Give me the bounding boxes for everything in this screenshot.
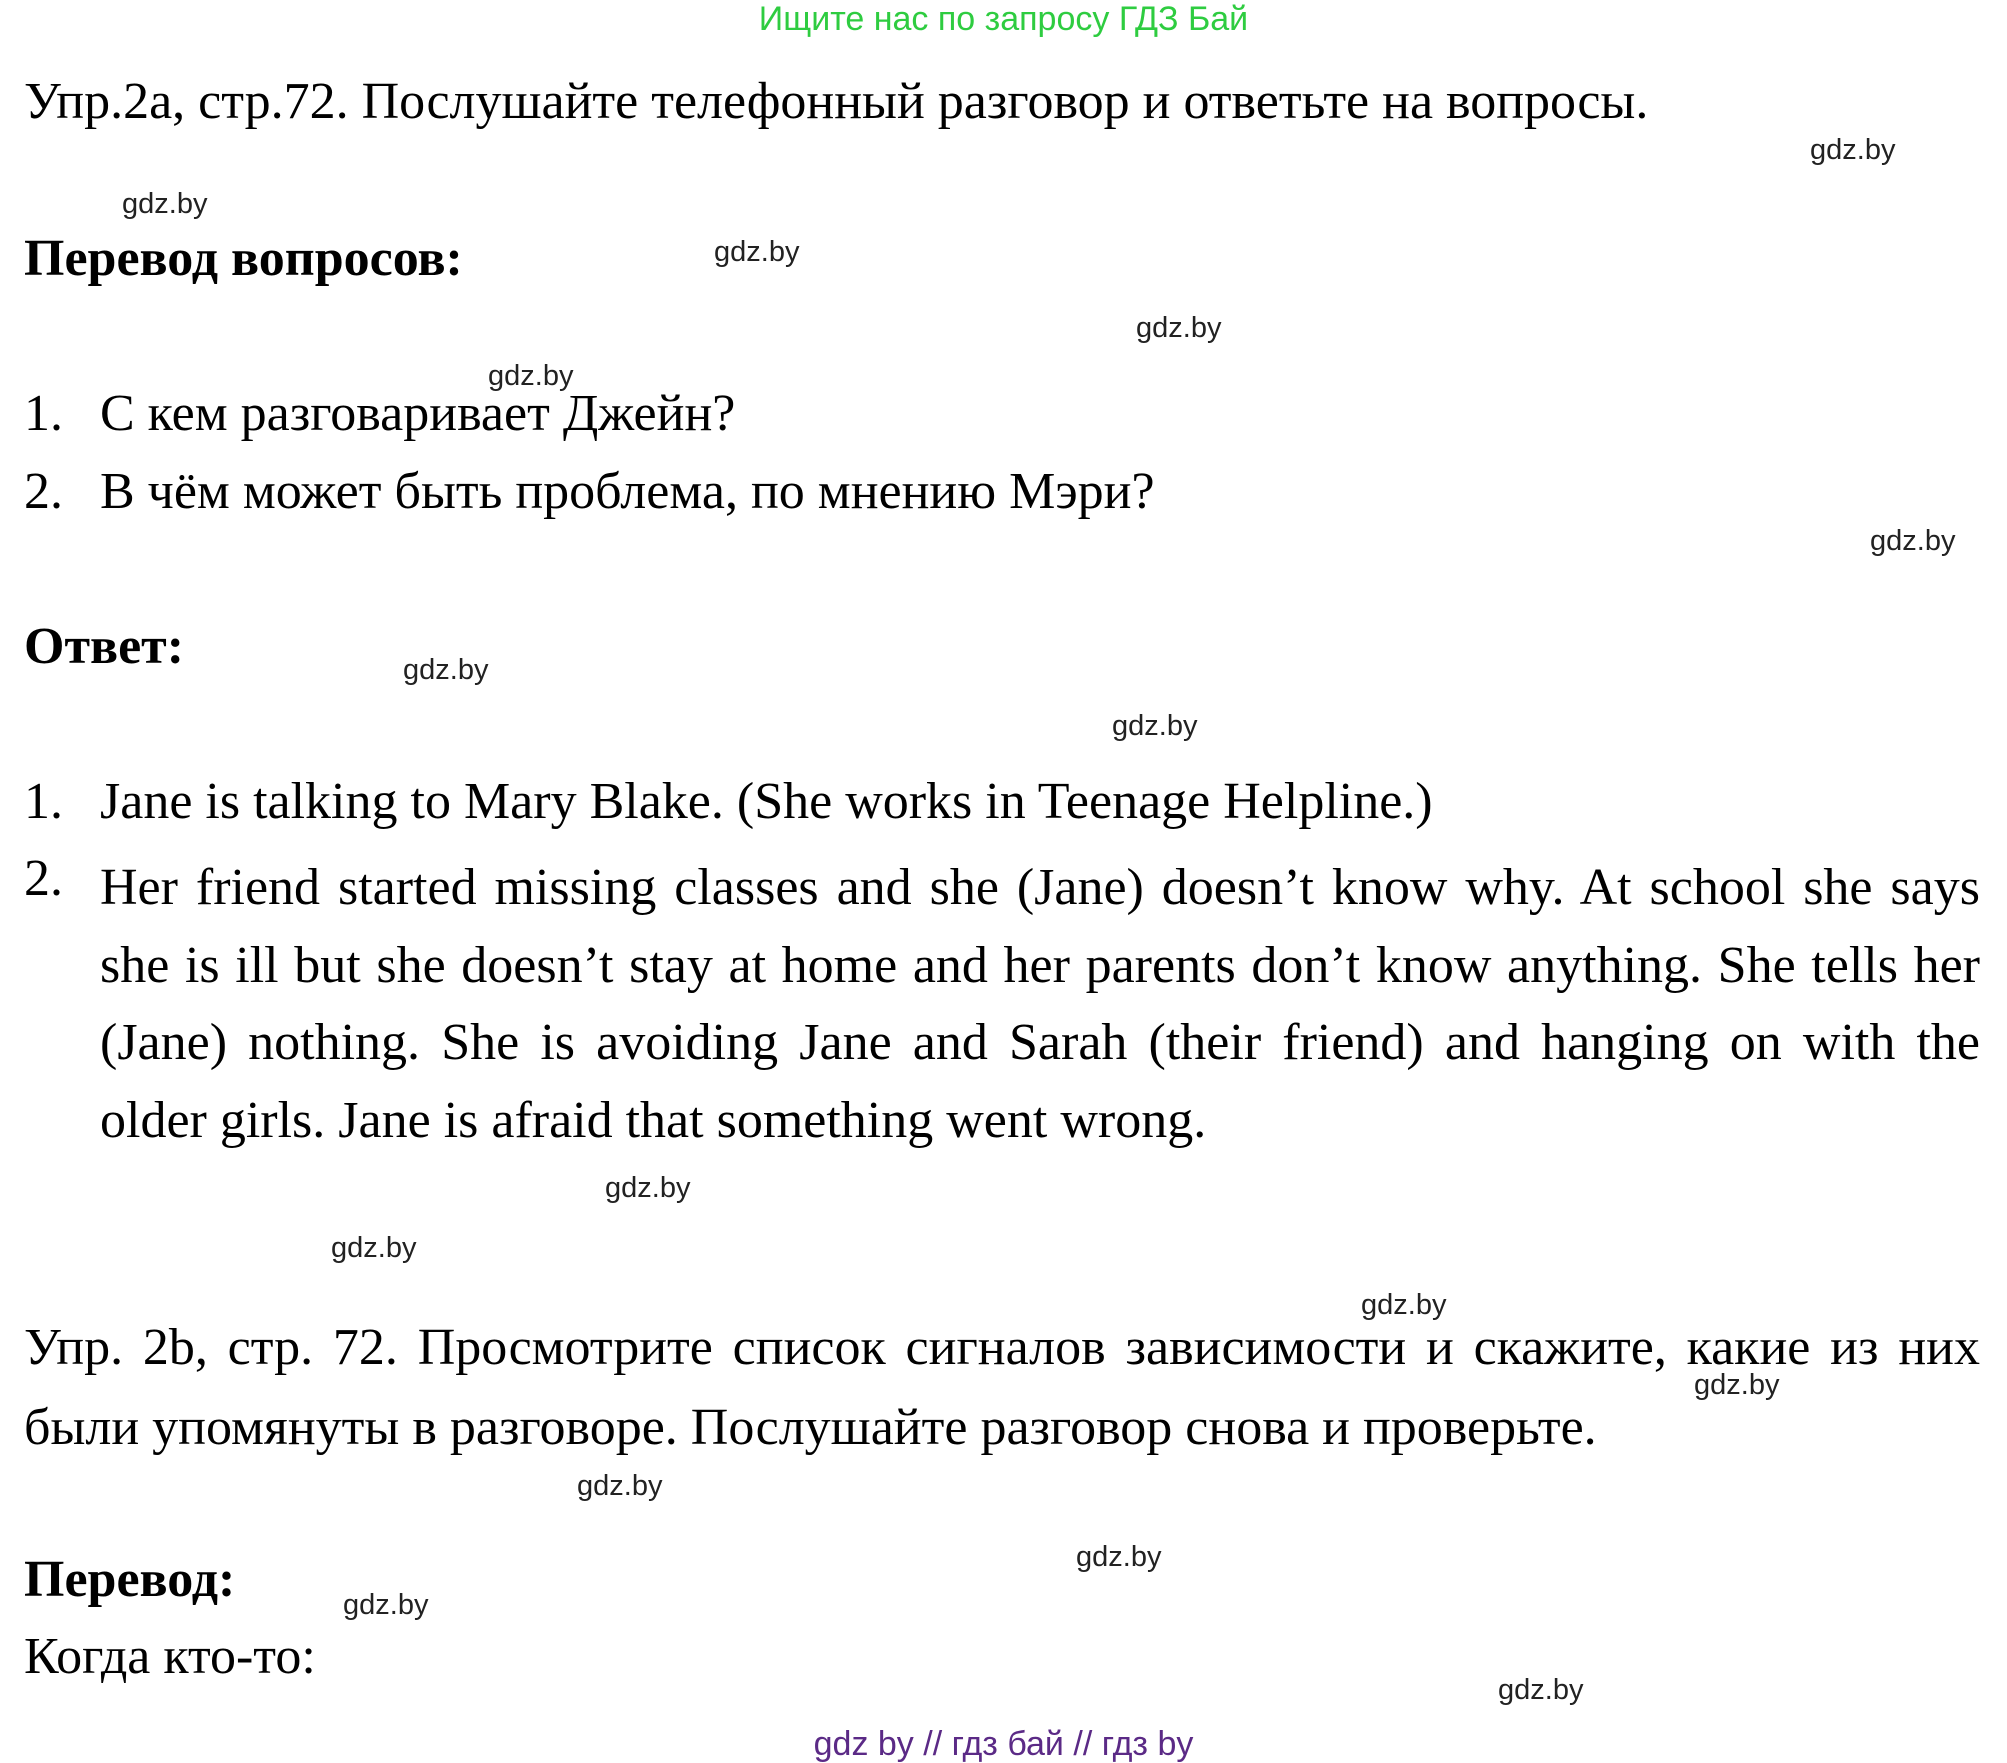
exercise-2a-heading: Упр.2а, стр.72. Послушайте телефонный разговор и ответьте на вопросы. <box>24 73 1649 130</box>
question-number: 2. <box>24 463 63 520</box>
top-banner: Ищите нас по запросу ГДЗ Бай <box>758 0 1249 38</box>
watermark: gdz.by <box>1076 1541 1162 1573</box>
watermark: gdz.by <box>1361 1289 1447 1321</box>
watermark: gdz.by <box>403 654 489 686</box>
watermark: gdz.by <box>122 188 208 220</box>
answer-title: Ответ: <box>24 618 185 675</box>
watermark: gdz.by <box>1694 1369 1780 1401</box>
question-number: 1. <box>24 385 63 442</box>
watermark: gdz.by <box>343 1589 429 1621</box>
watermark: gdz.by <box>605 1172 691 1204</box>
question-text: С кем разговаривает Джейн? <box>100 385 736 442</box>
translation-line: Когда кто-то: <box>24 1628 316 1685</box>
watermark: gdz.by <box>488 360 574 392</box>
watermark: gdz.by <box>1136 312 1222 344</box>
answer-number: 1. <box>24 773 63 830</box>
watermark: gdz.by <box>714 236 800 268</box>
answer-number: 2. <box>24 850 63 907</box>
answer-paragraph: Her friend started missing classes and she (Jane) doesn’t know why. At school she says she is ill but she doesn’t stay at home and her parents don’t know anything. She tells her (Jane) nothing. She is avoiding Jane and Sarah (their friend) and hanging on with the older girls. Jane is afraid that something went wrong. <box>100 859 1980 1149</box>
exercise-2b-heading: Упр. 2b, стр. 72. Просмотрите список сигналов зависимости и скажите, какие из них были упомянуты в разговоре. Послушайте разговор снова и проверьте. <box>24 1319 1980 1456</box>
watermark: gdz.by <box>331 1232 417 1264</box>
watermark: gdz.by <box>1810 134 1896 166</box>
questions-title: Перевод вопросов: <box>24 230 463 287</box>
footer-links: gdz by // гдз бай // гдз by <box>813 1725 1194 1763</box>
watermark: gdz.by <box>1112 710 1198 742</box>
translation-title: Перевод: <box>24 1551 236 1608</box>
watermark: gdz.by <box>577 1470 663 1502</box>
watermark: gdz.by <box>1498 1674 1584 1706</box>
watermark: gdz.by <box>1870 525 1956 557</box>
question-text: В чём может быть проблема, по мнению Мэри? <box>100 463 1155 520</box>
answer-text: Jane is talking to Mary Blake. (She works in Teenage Helpline.) <box>100 773 1433 830</box>
